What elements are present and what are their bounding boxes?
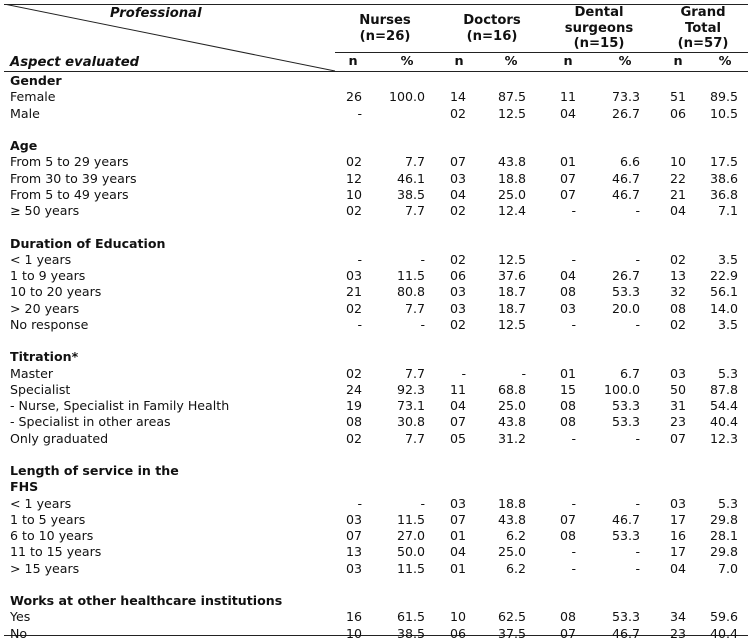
cell-percent: 89.5 xyxy=(709,89,738,105)
cell-n: 50 xyxy=(669,381,686,397)
cell-n: 08 xyxy=(559,414,576,430)
cell-n: 34 xyxy=(669,609,686,625)
row-label: FHS xyxy=(10,479,39,495)
cell-percent: 37.5 xyxy=(497,625,526,641)
cell-n: - xyxy=(571,495,576,511)
cell-percent: 18.7 xyxy=(497,284,526,300)
table-row xyxy=(0,203,753,219)
cell-percent: 10.5 xyxy=(709,105,738,121)
cell-percent: 53.3 xyxy=(611,609,640,625)
row-label: Master xyxy=(10,365,54,381)
table-row xyxy=(0,561,753,577)
cell-percent: - xyxy=(635,495,640,511)
cell-percent: 12.3 xyxy=(709,430,738,446)
cell-n: 19 xyxy=(345,398,362,413)
cell-n: 06 xyxy=(449,625,466,641)
cell-n: - xyxy=(461,365,466,381)
row-label: > 15 years xyxy=(10,560,80,576)
cell-percent: 12.5 xyxy=(497,105,526,121)
row-label: < 1 years xyxy=(10,251,72,267)
cell-n: 06 xyxy=(449,268,466,283)
subheader-pct: % xyxy=(718,54,732,69)
cell-n: 01 xyxy=(449,560,466,576)
cell-percent: 37.6 xyxy=(497,268,526,283)
table-row xyxy=(0,366,753,382)
row-label: Duration of Education xyxy=(10,235,166,251)
cell-percent: - xyxy=(635,560,640,576)
subheader-pct: % xyxy=(400,54,414,69)
cell-percent: 56.1 xyxy=(709,284,738,300)
cell-n: 10 xyxy=(449,609,466,625)
header-nurses-count: (n=26) xyxy=(359,28,411,44)
cell-percent: 29.8 xyxy=(709,511,738,527)
cell-percent: 3.5 xyxy=(717,251,738,267)
cell-percent: 17.5 xyxy=(709,154,738,170)
cell-percent: 68.8 xyxy=(497,381,526,397)
table-row xyxy=(0,544,753,560)
table-row xyxy=(0,284,753,300)
cell-n: 02 xyxy=(345,430,362,446)
cell-n: 17 xyxy=(669,511,686,527)
cell-percent: 38.5 xyxy=(396,186,425,202)
header-total xyxy=(658,5,748,52)
header-doctors-title: Doctors xyxy=(463,13,521,28)
cell-n: 02 xyxy=(449,251,466,267)
cell-n: - xyxy=(357,105,362,121)
cell-percent: - xyxy=(521,365,526,381)
cell-n: 02 xyxy=(669,316,686,332)
cell-n: 26 xyxy=(345,89,362,105)
cell-n: - xyxy=(357,495,362,511)
cell-n: 07 xyxy=(669,430,686,446)
cell-n: 02 xyxy=(449,105,466,121)
row-label: From 5 to 49 years xyxy=(10,186,129,202)
cell-percent: 53.3 xyxy=(611,528,640,543)
cell-percent: 92.3 xyxy=(396,381,425,397)
cell-n: 08 xyxy=(345,414,362,430)
section-heading xyxy=(0,463,753,479)
spacer-row xyxy=(0,122,753,138)
cell-percent: - xyxy=(635,544,640,560)
table-row xyxy=(0,317,753,333)
section-heading xyxy=(0,479,753,495)
spacer-row xyxy=(0,333,753,349)
cell-n: 02 xyxy=(449,203,466,218)
cell-percent: 11.5 xyxy=(396,268,425,283)
cell-percent: 6.7 xyxy=(619,365,640,381)
cell-n: 07 xyxy=(449,511,466,527)
cell-n: 08 xyxy=(559,398,576,413)
row-label: Male xyxy=(10,105,40,121)
cell-n: 08 xyxy=(559,284,576,300)
cell-percent: 100.0 xyxy=(388,89,425,105)
cell-n: 23 xyxy=(669,625,686,641)
section-heading xyxy=(0,593,753,609)
cell-percent: 3.5 xyxy=(717,316,738,332)
cell-percent: 25.0 xyxy=(497,398,526,413)
table-row xyxy=(0,626,753,642)
section-heading xyxy=(0,138,753,154)
cell-percent: 46.7 xyxy=(611,625,640,641)
cell-percent: 22.9 xyxy=(709,268,738,283)
cell-n: 08 xyxy=(669,300,686,316)
cell-n: 23 xyxy=(669,414,686,430)
cell-n: 31 xyxy=(669,398,686,413)
table-row xyxy=(0,496,753,512)
cell-percent: 73.1 xyxy=(396,398,425,413)
cell-percent: 73.3 xyxy=(611,89,640,105)
cell-n: 04 xyxy=(559,268,576,283)
cell-n: 03 xyxy=(449,300,466,316)
row-label: - Nurse, Specialist in Family Health xyxy=(10,398,230,413)
cell-n: - xyxy=(357,251,362,267)
cell-n: 11 xyxy=(559,89,576,105)
cell-n: 04 xyxy=(449,544,466,560)
row-label: Works at other healthcare institutions xyxy=(10,593,283,608)
row-label: < 1 years xyxy=(10,495,72,511)
cell-n: 32 xyxy=(669,284,686,300)
cell-n: 10 xyxy=(345,186,362,202)
cell-n: 07 xyxy=(559,511,576,527)
cell-n: 02 xyxy=(345,154,362,170)
cell-n: 10 xyxy=(345,625,362,641)
row-label: Yes xyxy=(10,609,31,625)
cell-n: 03 xyxy=(449,284,466,300)
section-heading xyxy=(0,236,753,252)
table-row xyxy=(0,301,753,317)
cell-percent: 26.7 xyxy=(611,268,640,283)
cell-percent: 62.5 xyxy=(497,609,526,625)
cell-n: 04 xyxy=(669,560,686,576)
cell-percent: 61.5 xyxy=(396,609,425,625)
row-label: No xyxy=(10,625,28,641)
table-row xyxy=(0,609,753,625)
cell-percent: 87.8 xyxy=(709,381,738,397)
cell-n: 21 xyxy=(345,284,362,300)
cell-n: 17 xyxy=(669,544,686,560)
cell-n: 03 xyxy=(559,300,576,316)
row-label: 1 to 9 years xyxy=(10,268,86,283)
table-row xyxy=(0,187,753,203)
cell-n: 03 xyxy=(449,495,466,511)
row-label: 6 to 10 years xyxy=(10,528,94,543)
header-dental xyxy=(554,5,644,52)
table-row xyxy=(0,512,753,528)
cell-n: 03 xyxy=(345,511,362,527)
cell-n: 21 xyxy=(669,186,686,202)
table-row xyxy=(0,171,753,187)
header-nurses-title: Nurses xyxy=(359,13,411,28)
cell-n: 14 xyxy=(449,89,466,105)
cell-percent: 53.3 xyxy=(611,414,640,430)
cell-percent: - xyxy=(420,495,425,511)
cell-percent: 46.7 xyxy=(611,170,640,186)
subheader-n: n xyxy=(348,54,358,69)
row-label: Specialist xyxy=(10,381,71,397)
cell-n: 24 xyxy=(345,381,362,397)
cell-percent: 7.7 xyxy=(404,365,425,381)
row-label: Gender xyxy=(10,73,62,88)
cell-n: 03 xyxy=(345,268,362,283)
cell-percent: 11.5 xyxy=(396,511,425,527)
cell-n: 05 xyxy=(449,430,466,446)
cell-percent: 43.8 xyxy=(497,511,526,527)
cell-percent: 7.0 xyxy=(717,560,738,576)
cell-n: 51 xyxy=(669,89,686,105)
subheader-pct: % xyxy=(618,54,632,69)
cell-n: 01 xyxy=(559,365,576,381)
cell-n: 07 xyxy=(559,170,576,186)
cell-n: - xyxy=(571,560,576,576)
cell-percent: 36.8 xyxy=(709,186,738,202)
cell-n: 07 xyxy=(345,528,362,543)
row-label: From 30 to 39 years xyxy=(10,170,137,186)
row-label: No response xyxy=(10,316,89,332)
table-row xyxy=(0,154,753,170)
cell-n: - xyxy=(571,203,576,218)
table-row xyxy=(0,382,753,398)
cell-n: 04 xyxy=(559,105,576,121)
row-label: - Specialist in other areas xyxy=(10,414,171,430)
cell-percent: 30.8 xyxy=(396,414,425,430)
cell-percent: 40.4 xyxy=(709,625,738,641)
subheader-n: n xyxy=(673,54,683,69)
cell-percent: 25.0 xyxy=(497,186,526,202)
cell-n: 08 xyxy=(559,528,576,543)
cell-percent: 29.8 xyxy=(709,544,738,560)
cell-percent: 80.8 xyxy=(396,284,425,300)
row-label: 10 to 20 years xyxy=(10,284,102,300)
cell-n: 03 xyxy=(345,560,362,576)
spacer-row xyxy=(0,447,753,463)
cell-percent: 14.0 xyxy=(709,300,738,316)
cell-percent: 7.7 xyxy=(404,154,425,170)
cell-percent: 46.1 xyxy=(396,170,425,186)
cell-percent: 87.5 xyxy=(497,89,526,105)
header-nurses xyxy=(340,13,430,44)
row-label: > 20 years xyxy=(10,300,80,316)
cell-percent: 46.7 xyxy=(611,186,640,202)
cell-percent: 53.3 xyxy=(611,398,640,413)
cell-percent: 12.4 xyxy=(497,203,526,218)
cell-n: 13 xyxy=(669,268,686,283)
row-label: Female xyxy=(10,89,56,105)
section-heading xyxy=(0,73,753,89)
table-row xyxy=(0,106,753,122)
header-doctors xyxy=(447,13,537,44)
cell-n: 01 xyxy=(559,154,576,170)
subheader-n: n xyxy=(563,54,573,69)
header-doctors-count: (n=16) xyxy=(466,28,518,44)
cell-n: 01 xyxy=(449,528,466,543)
row-label: Titration* xyxy=(10,349,79,365)
row-label: From 5 to 29 years xyxy=(10,154,129,170)
cell-n: 15 xyxy=(559,381,576,397)
cell-percent: 7.7 xyxy=(404,430,425,446)
cell-percent: 6.6 xyxy=(619,154,640,170)
table-row xyxy=(0,398,753,414)
cell-n: 22 xyxy=(669,170,686,186)
cell-n: 12 xyxy=(345,170,362,186)
cell-n: 06 xyxy=(669,105,686,121)
row-label: 1 to 5 years xyxy=(10,511,86,527)
cell-n: 04 xyxy=(449,186,466,202)
table-row xyxy=(0,268,753,284)
cell-percent: 12.5 xyxy=(497,251,526,267)
cell-percent: 26.7 xyxy=(611,105,640,121)
cell-percent: 18.8 xyxy=(497,170,526,186)
row-label: Length of service in the xyxy=(10,463,179,478)
cell-n: 07 xyxy=(559,186,576,202)
cell-percent: 25.0 xyxy=(497,544,526,560)
cell-n: 07 xyxy=(449,154,466,170)
cell-n: 02 xyxy=(345,203,362,218)
cell-percent: - xyxy=(635,203,640,218)
cell-n: - xyxy=(571,430,576,446)
cell-n: 07 xyxy=(449,414,466,430)
cell-percent: 27.0 xyxy=(396,528,425,543)
cell-n: - xyxy=(571,544,576,560)
header-professional: Professional xyxy=(110,6,202,21)
cell-percent: 5.3 xyxy=(717,365,738,381)
row-label: Age xyxy=(10,138,38,153)
cell-percent: 6.2 xyxy=(505,560,526,576)
cell-percent: 40.4 xyxy=(709,414,738,430)
cell-n: 13 xyxy=(345,544,362,560)
cell-n: 02 xyxy=(449,316,466,332)
cell-percent: 54.4 xyxy=(709,398,738,413)
cell-n: 08 xyxy=(559,609,576,625)
table-row xyxy=(0,431,753,447)
table-row xyxy=(0,89,753,105)
header-dental-title-1: Dental xyxy=(574,5,624,20)
cell-percent: - xyxy=(420,316,425,332)
cell-n: 04 xyxy=(449,398,466,413)
cell-percent: 59.6 xyxy=(709,609,738,625)
cell-n: - xyxy=(357,316,362,332)
cell-percent: 53.3 xyxy=(611,284,640,300)
cell-percent: - xyxy=(635,251,640,267)
section-heading xyxy=(0,349,753,365)
header-total-title-2: Total xyxy=(684,20,722,36)
cell-n: 02 xyxy=(345,300,362,316)
cell-n: 10 xyxy=(669,154,686,170)
cell-percent: - xyxy=(635,316,640,332)
cell-n: 02 xyxy=(669,251,686,267)
cell-percent: 100.0 xyxy=(603,381,640,397)
spacer-row xyxy=(0,219,753,235)
table-row xyxy=(0,252,753,268)
subheader-n: n xyxy=(454,54,464,69)
row-label: ≥ 50 years xyxy=(10,203,80,218)
cell-n: 03 xyxy=(449,170,466,186)
cell-percent: 43.8 xyxy=(497,154,526,170)
cell-n: 03 xyxy=(669,365,686,381)
cell-n: 11 xyxy=(449,381,466,397)
cell-percent: - xyxy=(635,430,640,446)
cell-percent: 11.5 xyxy=(396,560,425,576)
spacer-row xyxy=(0,577,753,593)
cell-percent: 18.7 xyxy=(497,300,526,316)
cell-percent: 28.1 xyxy=(709,528,738,543)
cell-percent: 50.0 xyxy=(396,544,425,560)
cell-percent: - xyxy=(420,251,425,267)
cell-percent: 20.0 xyxy=(611,300,640,316)
cell-percent: 18.8 xyxy=(497,495,526,511)
cell-n: - xyxy=(571,251,576,267)
cell-percent: 46.7 xyxy=(611,511,640,527)
cell-n: - xyxy=(571,316,576,332)
cell-percent: 7.7 xyxy=(404,203,425,218)
cell-n: 02 xyxy=(345,365,362,381)
cell-percent: 38.5 xyxy=(396,625,425,641)
header-aspect: Aspect evaluated xyxy=(10,55,140,70)
cell-percent: 6.2 xyxy=(505,528,526,543)
subheader-border xyxy=(335,52,748,53)
cell-percent: 7.7 xyxy=(404,300,425,316)
cell-percent: 12.5 xyxy=(497,316,526,332)
row-label: 11 to 15 years xyxy=(10,544,102,560)
cell-n: 16 xyxy=(345,609,362,625)
row-label: Only graduated xyxy=(10,430,109,446)
cell-n: 16 xyxy=(669,528,686,543)
header-dental-title-2: surgeons xyxy=(564,20,634,36)
cell-percent: 5.3 xyxy=(717,495,738,511)
cell-percent: 43.8 xyxy=(497,414,526,430)
cell-percent: 7.1 xyxy=(717,203,738,218)
cell-percent: 38.6 xyxy=(709,170,738,186)
cell-n: 07 xyxy=(559,625,576,641)
subheader-pct: % xyxy=(504,54,518,69)
table-row xyxy=(0,414,753,430)
cell-percent: 31.2 xyxy=(497,430,526,446)
table-row xyxy=(0,528,753,544)
header-total-title-1: Grand xyxy=(680,5,726,20)
cell-n: 04 xyxy=(669,203,686,218)
cell-n: 03 xyxy=(669,495,686,511)
header-dental-count: (n=15) xyxy=(573,36,625,51)
header-total-count: (n=57) xyxy=(677,36,729,51)
